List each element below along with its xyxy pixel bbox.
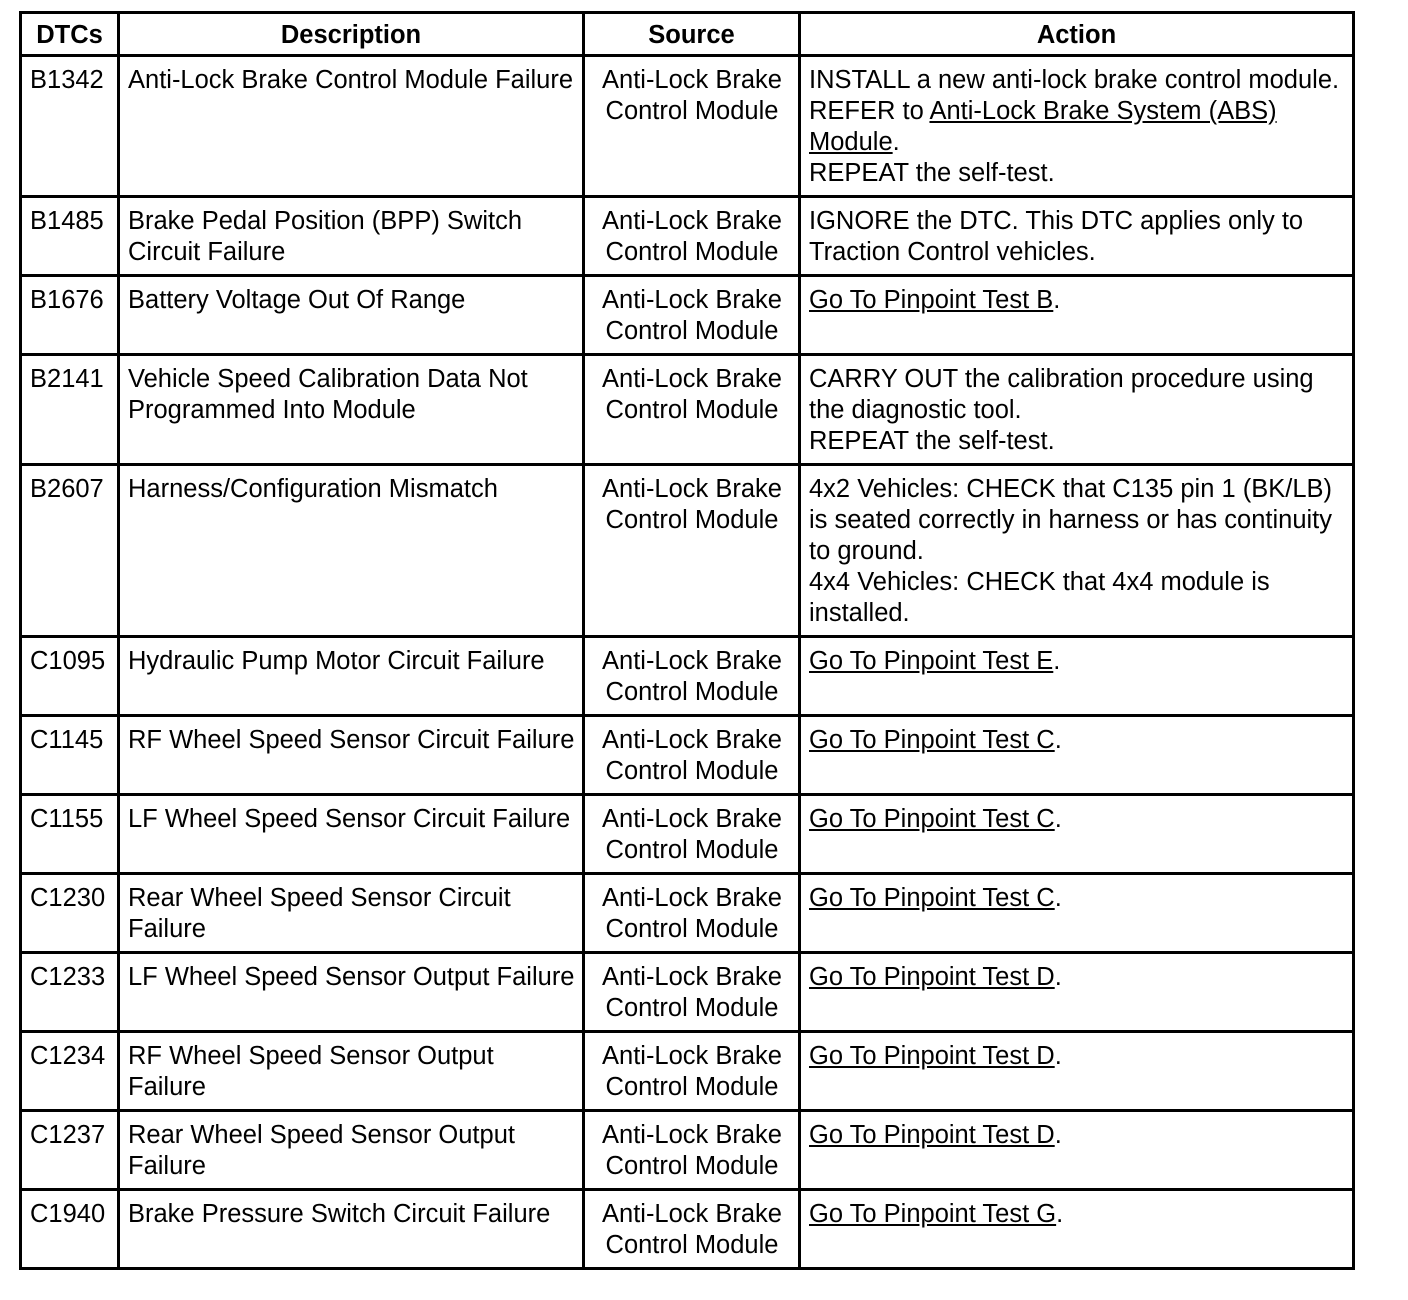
description-cell: RF Wheel Speed Sensor Circuit Failure (119, 716, 584, 795)
description-cell: Brake Pressure Switch Circuit Failure (119, 1190, 584, 1269)
action-link[interactable]: Go To Pinpoint Test D (809, 1042, 1055, 1070)
dtc-code-cell: B2141 (21, 355, 119, 465)
table-row (21, 795, 1354, 874)
table-row (21, 716, 1354, 795)
action-text: . (1053, 647, 1061, 675)
table-body (21, 56, 1354, 1269)
action-cell (800, 1190, 1354, 1269)
dtc-code-cell: C1233 (21, 953, 119, 1032)
dtc-code-cell: C1145 (21, 716, 119, 795)
source-cell: Anti-Lock Brake Control Module (584, 1111, 800, 1190)
source-cell: Anti-Lock Brake Control Module (584, 874, 800, 953)
dtc-code-cell: C1230 (21, 874, 119, 953)
dtc-code-cell: B2607 (21, 465, 119, 637)
description-cell: Rear Wheel Speed Sensor Output Failure (119, 1111, 584, 1190)
action-cell (800, 637, 1354, 716)
header-row (21, 13, 1354, 56)
source-cell: Anti-Lock Brake Control Module (584, 1032, 800, 1111)
description-cell: Brake Pedal Position (BPP) Switch Circuit Failure (119, 197, 584, 276)
dtc-code-cell: C1940 (21, 1190, 119, 1269)
description-cell: LF Wheel Speed Sensor Circuit Failure (119, 795, 584, 874)
action-text: INSTALL a new anti-lock brake control module. REFER to (809, 66, 1340, 125)
action-link[interactable]: Go To Pinpoint Test C (809, 805, 1055, 833)
description-cell: Harness/Configuration Mismatch (119, 465, 584, 637)
action-cell (800, 716, 1354, 795)
table-row (21, 953, 1354, 1032)
dtc-code-cell: C1095 (21, 637, 119, 716)
action-link[interactable]: Go To Pinpoint Test C (809, 884, 1055, 912)
description-cell: Vehicle Speed Calibration Data Not Programmed Into Module (119, 355, 584, 465)
action-link[interactable]: Go To Pinpoint Test D (809, 963, 1055, 991)
description-cell: Rear Wheel Speed Sensor Circuit Failure (119, 874, 584, 953)
action-cell (800, 465, 1354, 637)
description-cell: RF Wheel Speed Sensor Output Failure (119, 1032, 584, 1111)
action-text: . (1054, 884, 1062, 912)
action-text: . (1056, 1200, 1064, 1228)
table-row (21, 1032, 1354, 1111)
table-row (21, 1111, 1354, 1190)
dtc-code-cell: C1155 (21, 795, 119, 874)
action-cell (800, 355, 1354, 465)
source-cell: Anti-Lock Brake Control Module (584, 1190, 800, 1269)
action-cell (800, 197, 1354, 276)
action-text: . (1053, 286, 1061, 314)
dtc-code-cell: C1237 (21, 1111, 119, 1190)
action-cell (800, 1032, 1354, 1111)
action-cell (800, 276, 1354, 355)
action-cell (800, 56, 1354, 197)
source-cell: Anti-Lock Brake Control Module (584, 716, 800, 795)
source-cell: Anti-Lock Brake Control Module (584, 465, 800, 637)
action-text: . (1054, 963, 1062, 991)
action-text: . (1054, 1042, 1062, 1070)
action-text: REPEAT the self-test. (809, 427, 1055, 455)
source-cell: Anti-Lock Brake Control Module (584, 276, 800, 355)
table-row (21, 874, 1354, 953)
action-cell (800, 953, 1354, 1032)
header-dtcs: DTCs (21, 13, 119, 56)
source-cell: Anti-Lock Brake Control Module (584, 795, 800, 874)
source-cell: Anti-Lock Brake Control Module (584, 953, 800, 1032)
action-cell (800, 795, 1354, 874)
action-text: . (1054, 726, 1062, 754)
dtc-table (19, 11, 1355, 1270)
source-cell: Anti-Lock Brake Control Module (584, 355, 800, 465)
dtc-code-cell: B1676 (21, 276, 119, 355)
action-text: CARRY OUT the calibration procedure using the diagnostic tool. (809, 365, 1314, 424)
action-link[interactable]: Go To Pinpoint Test D (809, 1121, 1055, 1149)
description-cell: Battery Voltage Out Of Range (119, 276, 584, 355)
table-row (21, 465, 1354, 637)
action-text: REPEAT the self-test. (809, 159, 1055, 187)
action-text: 4x2 Vehicles: CHECK that C135 pin 1 (BK/LB) is seated correctly in harness or has continuity to ground. (809, 475, 1333, 565)
action-link[interactable]: Anti-Lock Brake System (ABS) Module (809, 97, 1277, 156)
table-row (21, 197, 1354, 276)
table-row (21, 1190, 1354, 1269)
action-link[interactable]: Go To Pinpoint Test B (809, 286, 1054, 314)
table-row (21, 56, 1354, 197)
description-cell: Hydraulic Pump Motor Circuit Failure (119, 637, 584, 716)
action-text: . (892, 128, 900, 156)
action-text: IGNORE the DTC. This DTC applies only to Traction Control vehicles. (809, 207, 1304, 266)
action-text: 4x4 Vehicles: CHECK that 4x4 module is installed. (809, 568, 1270, 627)
action-text: . (1054, 1121, 1062, 1149)
action-cell (800, 874, 1354, 953)
dtc-code-cell: B1485 (21, 197, 119, 276)
source-cell: Anti-Lock Brake Control Module (584, 56, 800, 197)
table-row (21, 637, 1354, 716)
description-cell: LF Wheel Speed Sensor Output Failure (119, 953, 584, 1032)
table-row (21, 276, 1354, 355)
header-action: Action (800, 13, 1354, 56)
action-cell (800, 1111, 1354, 1190)
table-row (21, 355, 1354, 465)
action-link[interactable]: Go To Pinpoint Test C (809, 726, 1055, 754)
header-description: Description (119, 13, 584, 56)
source-cell: Anti-Lock Brake Control Module (584, 637, 800, 716)
description-cell: Anti-Lock Brake Control Module Failure (119, 56, 584, 197)
action-link[interactable]: Go To Pinpoint Test E (809, 647, 1054, 675)
header-source: Source (584, 13, 800, 56)
dtc-code-cell: C1234 (21, 1032, 119, 1111)
action-link[interactable]: Go To Pinpoint Test G (809, 1200, 1057, 1228)
source-cell: Anti-Lock Brake Control Module (584, 197, 800, 276)
action-text: . (1054, 805, 1062, 833)
dtc-code-cell: B1342 (21, 56, 119, 197)
